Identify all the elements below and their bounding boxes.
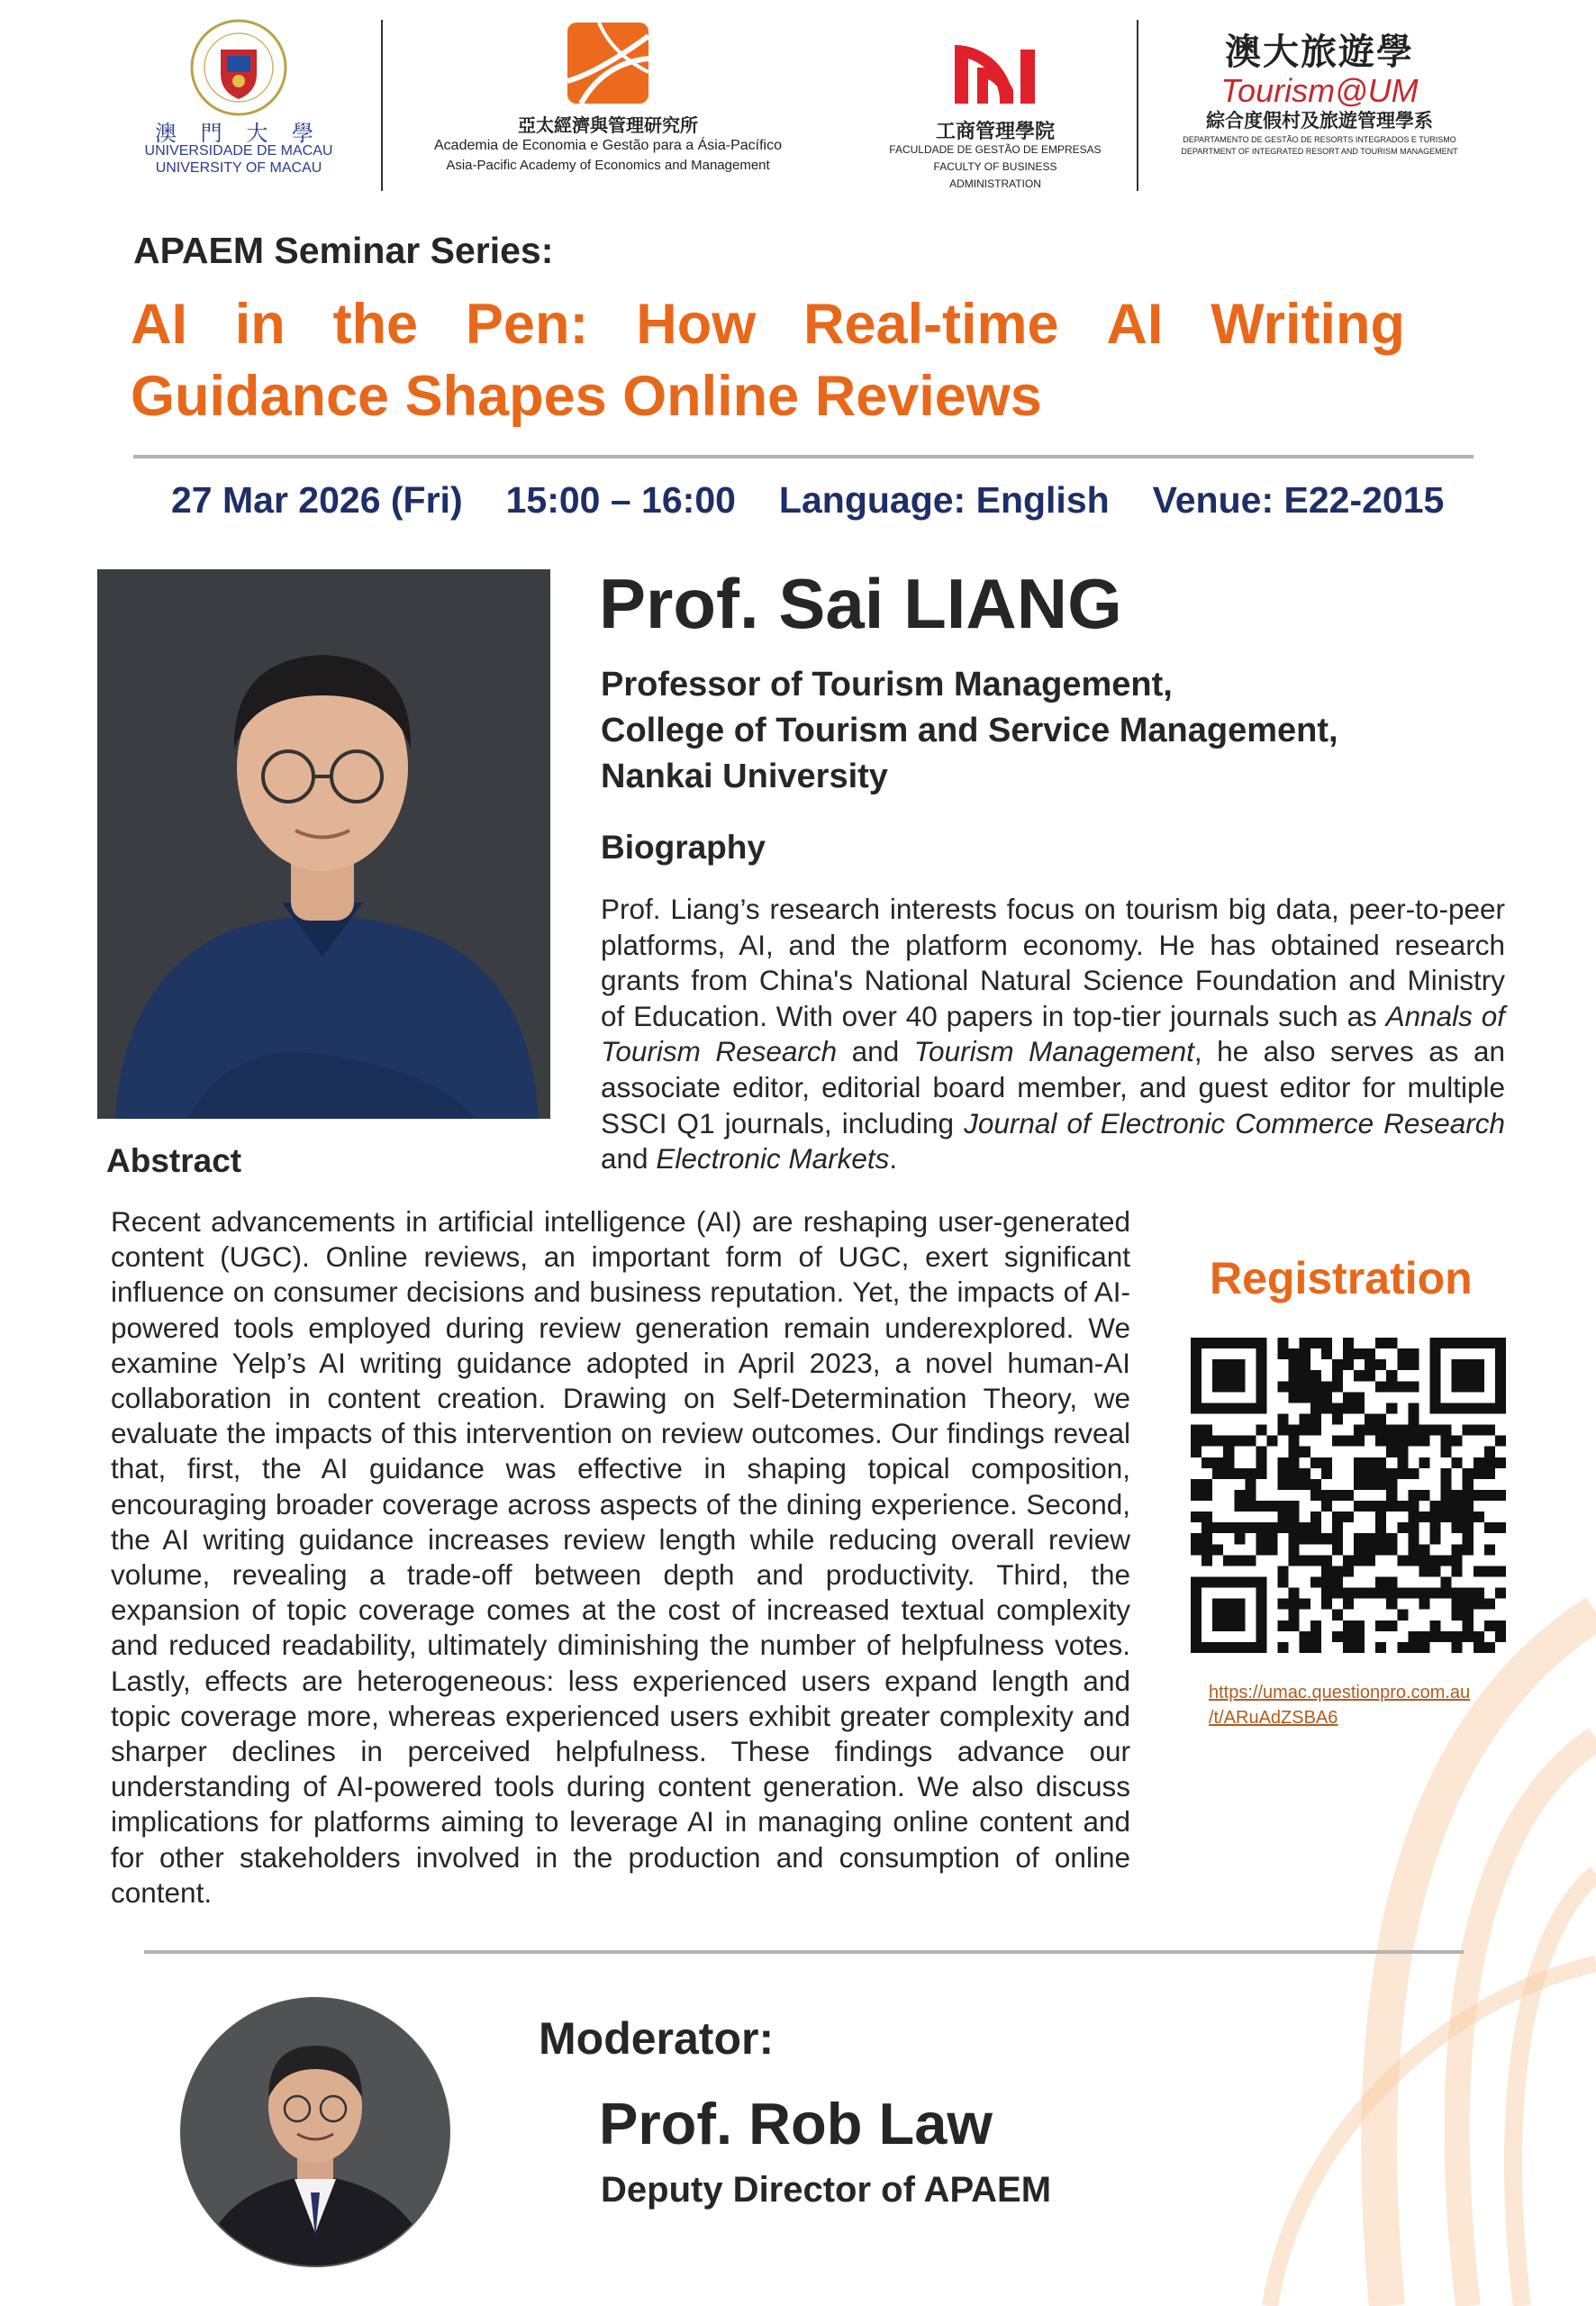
speaker-name: Prof. Sai LIANG [599,564,1122,643]
bio-part: . [889,1142,898,1176]
biography-heading: Biography [601,829,766,866]
tourism-um-logo [1166,32,1473,158]
logo-um-portuguese: UNIVERSIDADE DE MACAU [144,143,333,159]
bio-part: Prof. Liang’s research interests focus on tourism big data, peer-to-peer platforms, AI, and the platform economy. He has obtained research grants from China's National Natural Science Foundation and Ministry of Education. With over 40 papers in top-tier journals such as [601,893,1505,1032]
logo-fba-chinese: 工商管理學院 [935,120,1055,142]
bio-journal: Tourism Management [913,1035,1194,1068]
logo-tourism-department-chinese: 綜合度假村及旅遊管理學系 [1206,111,1433,132]
bio-journal: Journal of Electronic Commerce Research [964,1106,1505,1139]
event-venue: Venue: E22-2015 [1152,479,1445,521]
title-word: in [234,293,286,356]
business-faculty-logo [887,18,1103,193]
bio-part: , he also serves as an associate editor, editorial board member, and guest editor for multiple SSCI Q1 journals, including [601,1035,1506,1139]
registration-link[interactable] [1209,1680,1515,1730]
speaker-affiliation [601,662,1338,800]
logo-apaem-english: Asia-Pacific Academy of Economics and Management [446,158,770,173]
registration-link-line[interactable]: /t/ARuAdZSBA6 [1209,1708,1338,1728]
speaker-photo [97,569,550,1119]
bio-part: and [837,1035,914,1068]
event-time: 15:00 – 16:00 [505,479,736,521]
speaker-affiliation-line: Professor of Tourism Management, [601,666,1173,704]
logo-apaem-chinese: 亞太經濟與管理研究所 [518,116,698,136]
title-word: How [636,293,757,356]
abstract-text: Recent advancements in artificial intelligence (AI) are reshaping user-generated content (UGC). Online reviews, an important form of UGC, exert significant influence on consumer decisions and business reputation. Yet, the impacts of AI-powered tools employed during review generation remain underexplored. We examine Yelp’s AI writing guidance adopted in April 2023, a novel human-AI collaboration in content creation. Drawing on Self-Determination Theory, we evaluate the impacts of this intervention on review outcomes. Our findings reveal that, first, the AI guidance was effective in shaping topical composition, encouraging broader coverage across aspects of the dining experience. Second, the AI writing guidance increases review length while reducing overall review volume, revealing a trade-off between depth and productivity. Third, the expansion of topic coverage comes at the cost of increased textual complexity and reduced readability, ultimately diminishing the number of helpfulness votes. Lastly, effects are heterogeneous: less experienced users expand length and topic coverage more, whereas experienced users exhibit greater complexity and sharper declines in perceived helpfulness. These findings advance our understanding of AI-powered tools during content generation. We also discuss implications for platforms aiming to leverage AI in managing online content and for other stakeholders involved in the production and consumption of online content. [111,1205,1130,1909]
title-word: the [332,293,419,356]
biography-text [601,892,1505,1177]
title-word: Writing [1211,293,1405,356]
title-word: Real-time [803,293,1059,356]
bio-journal: Annals of Tourism Research [601,999,1505,1068]
logo-fba-english: FACULTY OF BUSINESS ADMINISTRATION [933,160,1057,190]
moderator-name: Prof. Rob Law [599,2091,993,2156]
logo-tourism-chinese-title: 澳大旅遊學 [1225,32,1414,72]
event-language: Language: English [778,479,1110,521]
event-date: 27 Mar 2026 (Fri) [171,479,463,521]
apaem-logo [423,18,793,176]
title-word: AI [131,293,187,356]
logo-um-english: UNIVERSITY OF MACAU [155,160,322,176]
moderator-photo [180,1997,450,2267]
title-word: Pen: [465,293,589,356]
abstract-heading: Abstract [106,1142,242,1179]
seminar-title [131,288,1410,432]
header-divider [381,20,383,191]
moderator-divider [144,1950,1464,1954]
logo-tourism-wordmark: Tourism@UM [1220,72,1419,109]
logo-fba-portuguese: FACULDADE DE GESTÃO DE EMPRESAS [889,143,1102,156]
header-divider-2 [1137,20,1138,191]
logo-apaem-portuguese: Academia de Economia e Gestão para a Ásia-Pacífico [434,138,782,153]
university-crest-icon [189,18,288,117]
university-of-macau-logo [135,18,342,177]
series-label: APAEM Seminar Series: [133,230,554,271]
registration-qr-code[interactable] [1191,1338,1506,1653]
apaem-emblem-icon [563,18,653,108]
logo-tourism-department-portuguese: DEPARTAMENTO DE GESTÃO DE RESORTS INTEGRADOS E TURISMO [1183,135,1456,144]
speaker-affiliation-line: Nankai University [601,758,888,795]
registration-heading: Registration [1210,1253,1473,1303]
logo-tourism-department-english: DEPARTMENT OF INTEGRATED RESORT AND TOURISM MANAGEMENT [1181,147,1458,156]
title-word: AI [1106,293,1164,356]
title-line-1 [131,288,1405,360]
title-line-2: Guidance Shapes Online Reviews [131,365,1042,428]
title-divider [133,455,1474,458]
bio-part: and [601,1142,657,1176]
registration-link-line[interactable]: https://umac.questionpro.com.au [1209,1683,1471,1702]
speaker-affiliation-line: College of Tourism and Service Management, [601,712,1338,749]
moderator-label: Moderator: [539,2013,775,2064]
business-faculty-emblem-icon [950,18,1040,108]
bio-journal: Electronic Markets [656,1142,890,1176]
logo-um-chinese: 澳 門 大 學 [154,122,322,146]
moderator-role: Deputy Director of APAEM [601,2170,1052,2210]
event-info-line [171,479,1444,522]
